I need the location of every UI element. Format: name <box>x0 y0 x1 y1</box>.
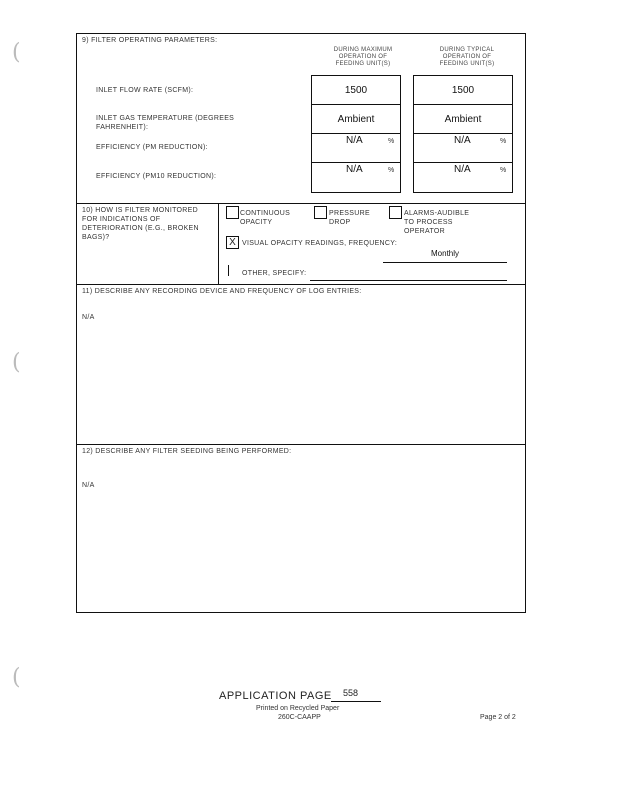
inlet-temp-max-value: Ambient <box>337 114 375 125</box>
binder-hole-mark: ( <box>12 350 21 375</box>
efficiency-pm10-typ-field[interactable] <box>413 162 513 193</box>
alarms-checkbox[interactable] <box>389 206 402 219</box>
inlet-flow-typ-field[interactable] <box>413 75 513 106</box>
percent-unit: % <box>388 138 395 145</box>
binder-hole-mark: ( <box>12 665 21 690</box>
section-divider <box>76 444 525 445</box>
continuous-opacity-label: CONTINUOUS OPACITY <box>240 210 291 226</box>
inlet-temp-max-field[interactable] <box>311 104 401 135</box>
inlet-flow-rate-label: INLET FLOW RATE (SCFM): <box>96 87 194 94</box>
inlet-gas-temp-label: INLET GAS TEMPERATURE (DEGREES FAHRENHEIT): <box>96 115 235 131</box>
percent-unit: % <box>500 138 507 145</box>
efficiency-pm-label: EFFICIENCY (PM REDUCTION): <box>96 144 208 151</box>
efficiency-pm-max-field[interactable] <box>311 133 401 164</box>
other-checkbox[interactable] <box>228 265 235 276</box>
application-page-label: APPLICATION PAGE <box>219 690 332 702</box>
percent-unit: % <box>500 167 507 174</box>
section-divider <box>76 203 525 204</box>
application-page-number-field <box>331 688 381 702</box>
efficiency-pm-typ-value: N/A <box>454 135 471 146</box>
efficiency-pm10-typ-value: N/A <box>454 164 471 175</box>
visual-opacity-checkbox[interactable] <box>226 236 239 249</box>
application-page-number: 558 <box>343 688 359 698</box>
visual-opacity-label: VISUAL OPACITY READINGS, FREQUENCY: <box>242 240 398 247</box>
section-10-question: 10) HOW IS FILTER MONITORED FOR INDICATIONS OF DETERIORATION (E.G., BROKEN BAGS)? <box>82 207 199 241</box>
other-specify-label: OTHER, SPECIFY: <box>242 270 307 277</box>
other-specify-line <box>310 280 507 281</box>
section-11-answer[interactable]: N/A <box>82 314 95 321</box>
efficiency-pm10-max-value: N/A <box>346 164 363 175</box>
alarms-label: ALARMS-AUDIBLE TO PROCESS OPERATOR <box>404 210 470 235</box>
section-10-vertical-rule <box>218 203 219 284</box>
frequency-field[interactable] <box>383 249 507 263</box>
column-header-maximum: DURING MAXIMUM OPERATION OF FEEDING UNIT(S) <box>333 47 393 67</box>
checked-x-mark: X <box>229 237 236 248</box>
inlet-temp-typ-value: Ambient <box>444 114 482 125</box>
frequency-value: Monthly <box>431 249 460 258</box>
percent-unit: % <box>388 167 395 174</box>
efficiency-pm10-max-field[interactable] <box>311 162 401 193</box>
section-12-answer[interactable]: N/A <box>82 482 95 489</box>
section-9-title: 9) FILTER OPERATING PARAMETERS: <box>82 37 218 44</box>
section-11-question: 11) DESCRIBE ANY RECORDING DEVICE AND FREQUENCY OF LOG ENTRIES: <box>82 288 362 295</box>
binder-hole-mark: ( <box>12 40 21 65</box>
efficiency-pm10-label: EFFICIENCY (PM10 REDUCTION): <box>96 173 217 180</box>
recycled-paper-note: Printed on Recycled Paper <box>256 705 340 712</box>
form-code: 260C-CAAPP <box>278 714 321 721</box>
efficiency-pm-max-value: N/A <box>346 135 363 146</box>
section-12-question: 12) DESCRIBE ANY FILTER SEEDING BEING PERFORMED: <box>82 448 292 455</box>
column-header-typical: DURING TYPICAL OPERATION OF FEEDING UNIT(S) <box>439 47 495 67</box>
inlet-flow-max-field[interactable] <box>311 75 401 106</box>
pressure-drop-checkbox[interactable] <box>314 206 327 219</box>
inlet-flow-typ-value: 1500 <box>451 85 475 96</box>
inlet-temp-typ-field[interactable] <box>413 104 513 135</box>
efficiency-pm-typ-field[interactable] <box>413 133 513 164</box>
page-of-label: Page 2 of 2 <box>480 714 516 721</box>
inlet-flow-max-value: 1500 <box>344 85 368 96</box>
section-divider <box>76 284 525 285</box>
pressure-drop-label: PRESSURE DROP <box>329 210 370 226</box>
continuous-opacity-checkbox[interactable] <box>226 206 239 219</box>
